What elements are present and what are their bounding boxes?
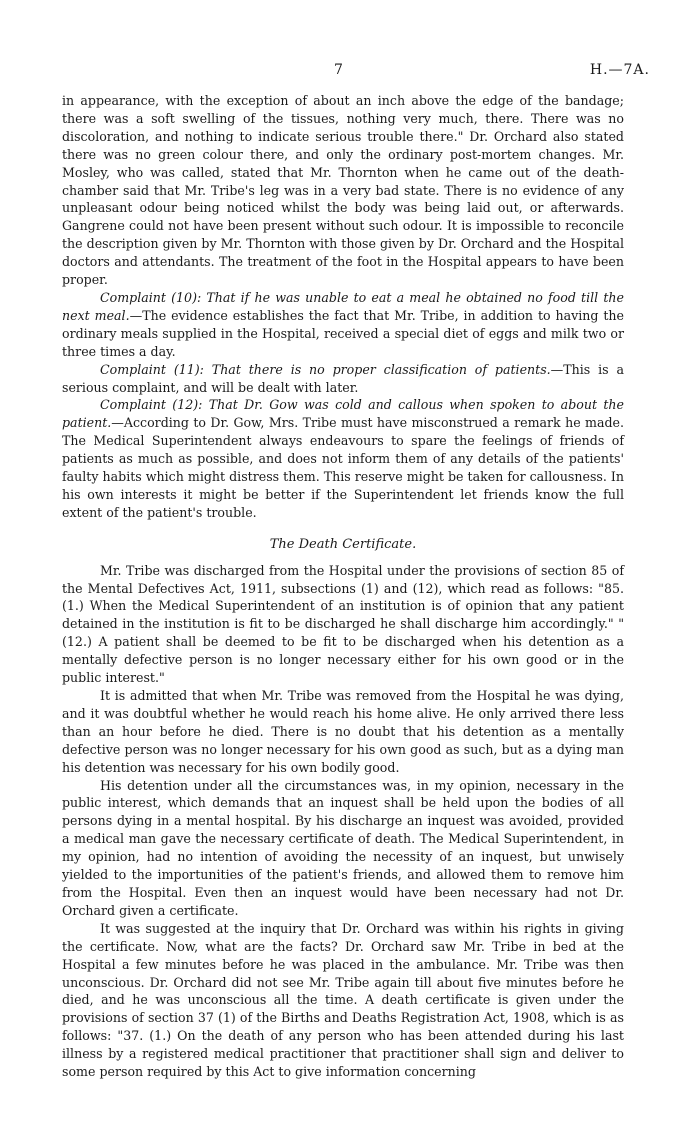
body-paragraph: It was suggested at the inquiry that Dr. Orchard was within his rights in giving the certificate. Now, what are the facts? Dr. Orchard saw Mr. Tribe in bed at the Hospital a few minutes before he was placed in the ambulance. Mr. Tribe was then unconscious. Dr. Orchard did not see Mr. Tribe again till about five minutes before he died, and he was unconscious all the time. A death certificate is given under the provisions of section 37 (1) of the Births and Deaths Registration Act, 1908, which is as follows: "37. (1.) On the death of any person who has been attended during his last illness by a registered medical practitioner that practitioner shall sign and deliver to some person required by this Act to give information concerning — [62, 920, 624, 1080]
complaint-10 — [62, 289, 624, 361]
complaint-11-text: —This is a serious complaint, and will be dealt with later. — [62, 361, 624, 395]
complaint-12-text: —According to Dr. Gow, Mrs. Tribe must have misconstrued a remark he made. The Medical Superintendent always endeavours to spare the feelings of friends of patients as much as possible, and does not inform them of any details of the patients' faulty habits which might distress them. This reserve might be taken for callousness. In his own interests it might be better if the Superintendent let friends know the full extent of the patient's trouble. — [62, 415, 624, 520]
section-heading: The Death Certificate. — [269, 536, 417, 552]
complaint-10-text: —The evidence establishes the fact that Mr. Tribe, in addition to having the ordinary meals supplied in the Hospital, received a special diet of eggs and milk two or three times a day. — [62, 307, 624, 359]
complaint-12-label: Complaint (12): — [100, 397, 203, 413]
complaint-11 — [62, 361, 624, 397]
body-paragraph: Mr. Tribe was discharged from the Hospital under the provisions of section 85 of the Mental Defectives Act, 1911, subsections (1) and (12), which read as follows: "85. (1.) When the Medical Superintendent of an institution is of opinion that any patient detained in the institution is fit to be discharged he shall discharge him accordingly." "(12.) A patient shall be deemed to be fit to be discharged when his detention as a mentally defective person is no longer necessary either for his own good or in the public interest." — [62, 562, 624, 686]
page-reference: H.—7A. — [589, 62, 650, 78]
body-paragraph: in appearance, with the exception of about an inch above the edge of the bandage; there was a soft swelling of the tissues, nothing very much, there. There was no discoloration, and nothing to indicate serious trouble there." Dr. Orchard also stated there was no green colour there, and only the ordinary post-mortem changes. Mr. Mosley, who was called, stated that Mr. Thornton when he came out of the death-chamber said that Mr. Tribe's leg was in a very bad state. There is no evidence of any unpleasant odour being noticed whilst the body was being laid out, or afterwards. Gangrene could not have been present without such odour. It is impossible to reconcile the description given by Mr. Thornton with those given by Dr. Orchard and the Hospital doctors and attendants. The treatment of the foot in the Hospital appears to have been proper. — [62, 93, 624, 288]
body-paragraph: It is admitted that when Mr. Tribe was removed from the Hospital he was dying, and it was doubtful whether he would reach his home alive. He only arrived there less than an hour before he died. There is no doubt that his detention as a mentally defective person was no longer necessary for his own good as such, but as a dying man his detention was necessary for his own bodily good. — [62, 688, 624, 775]
complaint-12 — [62, 396, 624, 521]
complaint-10-label: Complaint (10): — [100, 289, 202, 305]
complaint-12-title: That Dr. Gow was cold and callous when spoken to about the patient. — [62, 397, 624, 431]
page-number: 7 — [334, 62, 343, 78]
complaint-11-title: That there is no proper classification of patients. — [211, 361, 551, 377]
complaint-10-title: That if he was unable to eat a meal he obtained no food till the next meal. — [62, 289, 624, 323]
document-body — [62, 92, 624, 1081]
complaint-11-label: Complaint (11): — [100, 361, 204, 377]
body-paragraph: His detention under all the circumstances was, in my opinion, necessary in the public interest, which demands that an inquest shall be held upon the bodies of all persons dying in a mental hospital. By his discharge an inquest was avoided, provided a medical man gave the necessary certificate of death. The Medical Superintendent, in my opinion, had no intention of avoiding the necessity of an inquest, but unwisely yielded to the importunities of the patient's friends, and allowed them to remove him from the Hospital. Even then an inquest would have been necessary had not Dr. Orchard given a certificate. — [62, 777, 624, 918]
